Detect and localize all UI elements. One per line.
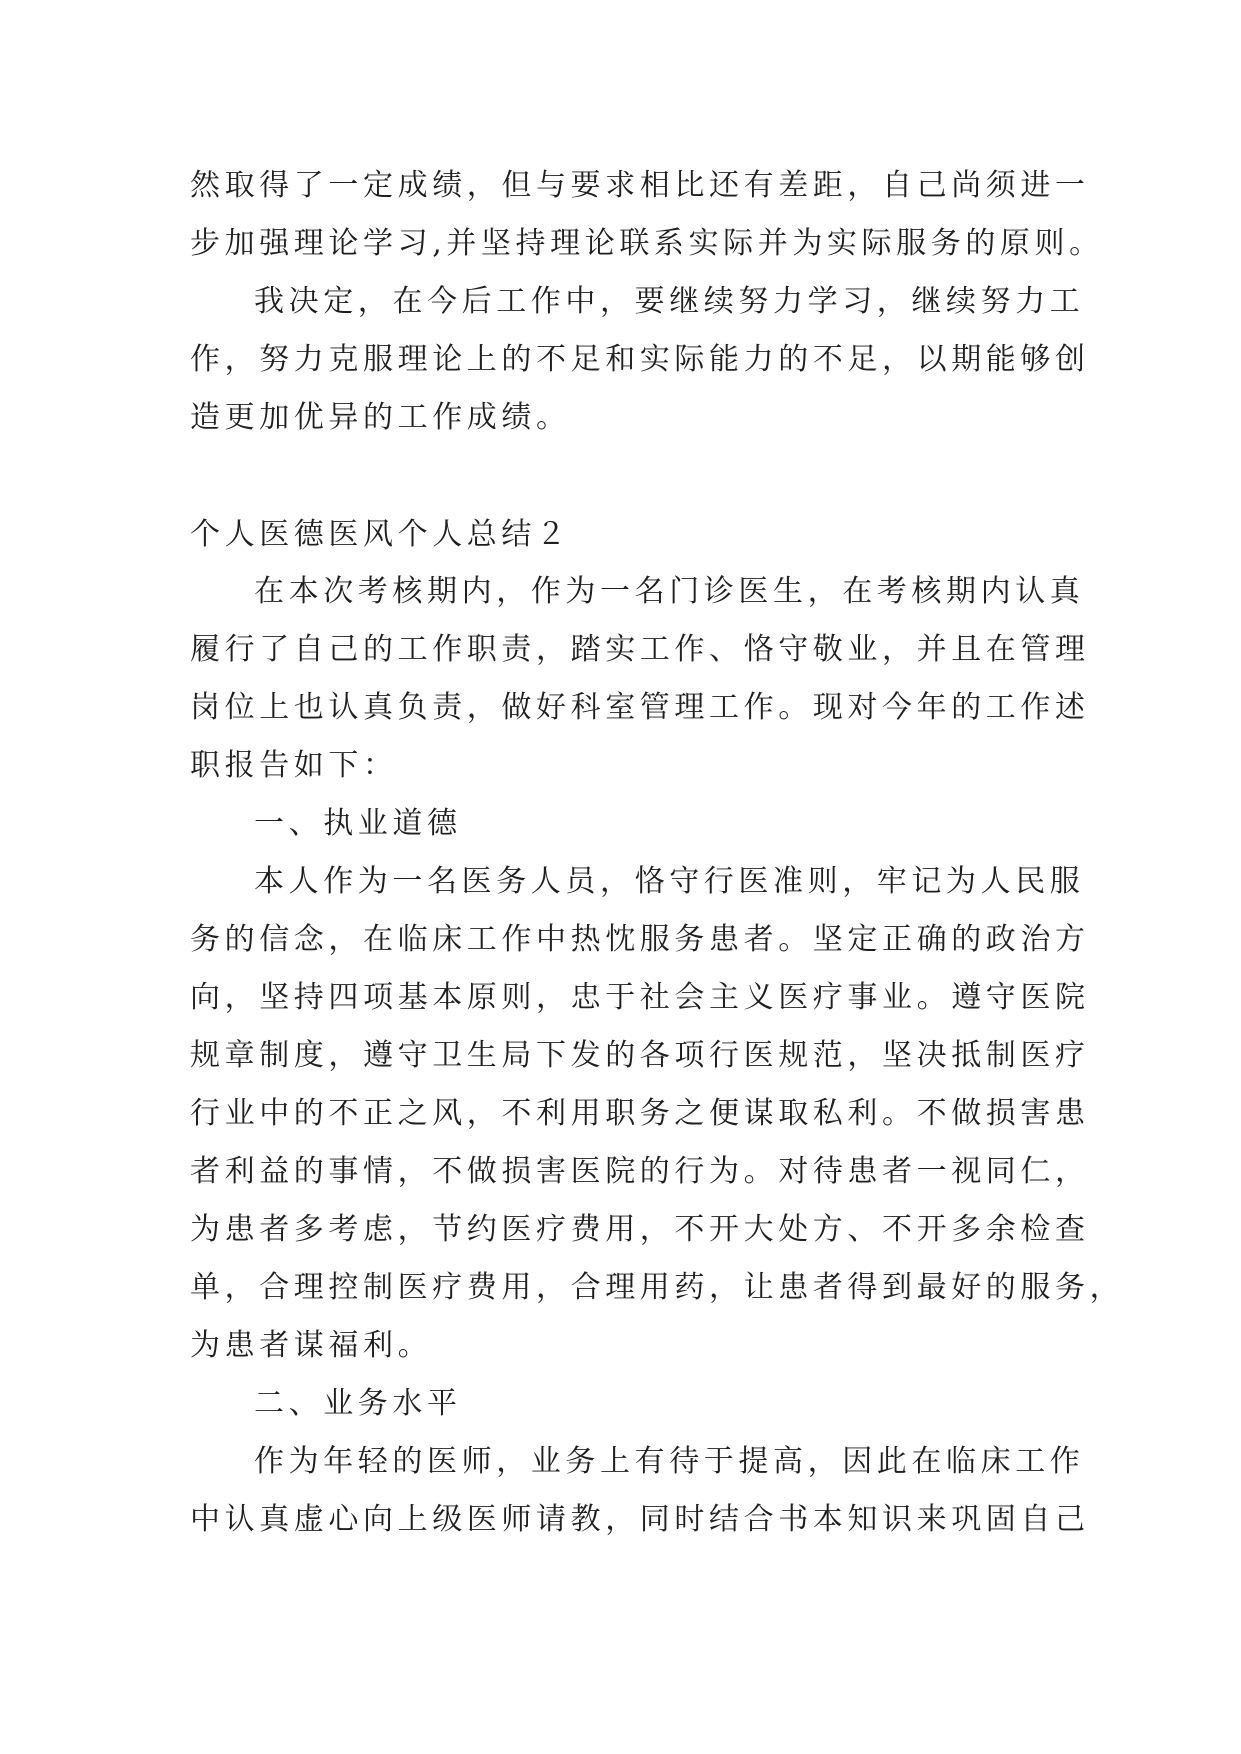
paragraph-line: 然取得了一定成绩，但与要求相比还有差距，自己尚须进一 [190,168,1090,203]
paragraph-line: 者利益的事情，不做损害医院的行为。对待患者一视同仁， [190,1154,1090,1189]
paragraph-line: 单，合理控制医疗费用，合理用药，让患者得到最好的服务， [190,1270,1125,1305]
paragraph-line: 为患者多考虑，节约医疗费用，不开大处方、不开多余检查 [190,1212,1090,1247]
paragraph-line: 步加强理论学习,并坚持理论联系实际并为实际服务的原则。 [190,226,1104,261]
paragraph-line: 作，努力克服理论上的不足和实际能力的不足，以期能够创 [190,342,1090,377]
paragraph-line: 我决定，在今后工作中，要继续努力学习，继续努力工 [254,284,1085,319]
paragraph-line: 中认真虚心向上级医师请教，同时结合书本知识来巩固自己 [190,1502,1090,1537]
subsection-heading: 一、执业道德 [254,806,462,841]
paragraph-line: 规章制度，遵守卫生局下发的各项行医规范，坚决抵制医疗 [190,1038,1090,1073]
paragraph-line: 务的信念，在临床工作中热忱服务患者。坚定正确的政治方 [190,922,1090,957]
paragraph-line: 作为年轻的医师，业务上有待于提高，因此在临床工作 [254,1444,1085,1479]
paragraph-line: 岗位上也认真负责，做好科室管理工作。现对今年的工作述 [190,690,1090,725]
paragraph-line: 在本次考核期内，作为一名门诊医生，在考核期内认真 [254,574,1085,609]
paragraph-line: 向，坚持四项基本原则，忠于社会主义医疗事业。遵守医院 [190,980,1090,1015]
paragraph-line: 履行了自己的工作职责，踏实工作、恪守敬业，并且在管理 [190,632,1090,667]
paragraph-line: 为患者谋福利。 [190,1328,433,1363]
paragraph-line: 造更加优异的工作成绩。 [190,400,571,435]
paragraph-line: 职报告如下： [190,748,398,783]
paragraph-line: 本人作为一名医务人员，恪守行医准则，牢记为人民服 [254,864,1085,899]
subsection-heading: 二、业务水平 [254,1386,462,1421]
section-title: 个人医德医风个人总结２ [190,517,571,552]
paragraph-line: 行业中的不正之风，不利用职务之便谋取私利。不做损害患 [190,1096,1090,1131]
